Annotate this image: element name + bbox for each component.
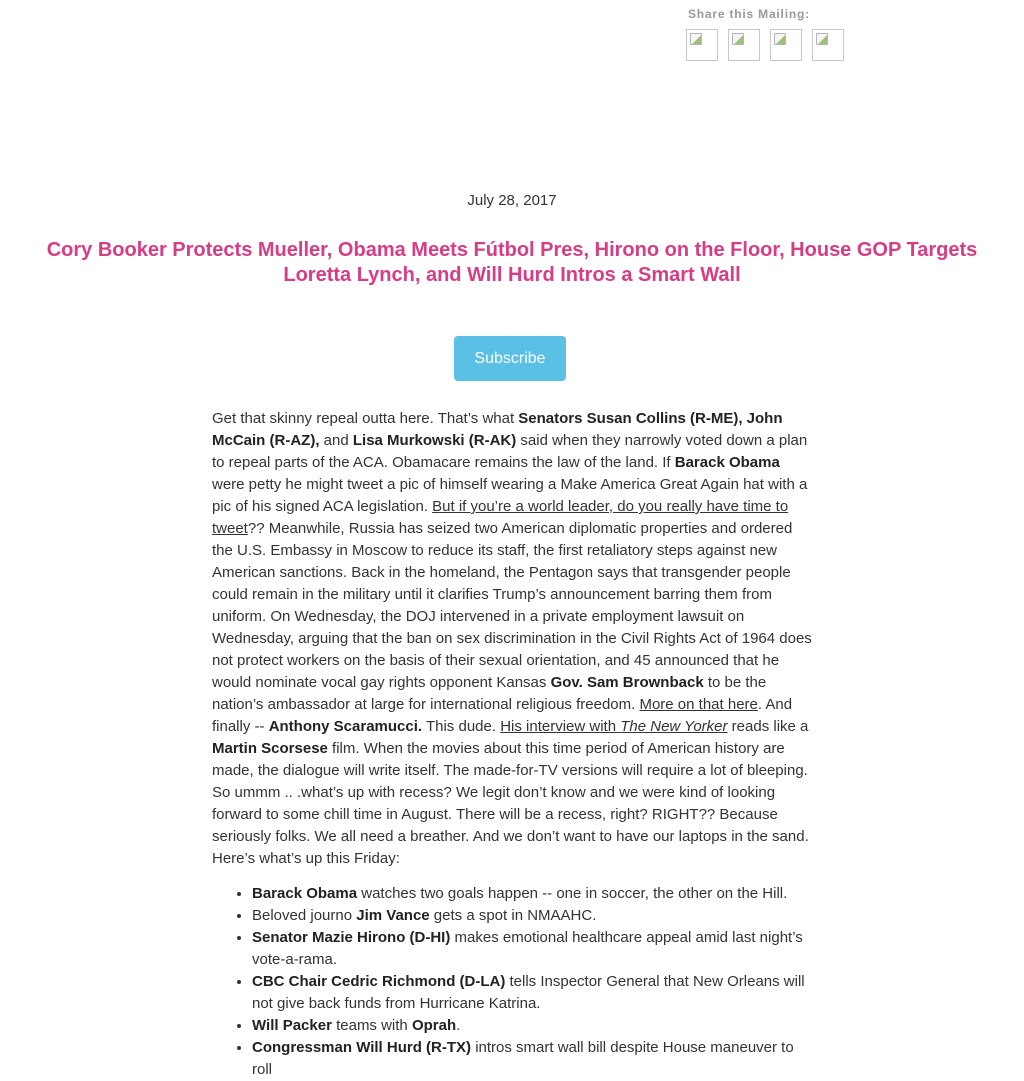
headline: Cory Booker Protects Mueller, Obama Meets Fútbol Pres, Hirono on the Floor, House GOP Targets Loretta Lynch, and Will Hurd Intros a Smart Wall <box>46 239 978 286</box>
list-item: • Senator Mazie Hirono (D-HI) makes emotional healthcare appeal amid last night’s vote-a-rama. <box>252 927 812 971</box>
issue-date: July 28, 2017 <box>467 192 557 209</box>
broken-image-icon <box>732 33 744 45</box>
broken-image-icon <box>774 33 786 45</box>
new-yorker-interview-link[interactable]: His interview with The New Yorker <box>500 718 728 735</box>
list-item: • Beloved journo Jim Vance gets a spot in NMAAHC. <box>252 905 812 927</box>
headline-list <box>212 883 812 1081</box>
subscribe-button[interactable]: Subscribe <box>454 336 566 381</box>
intro-paragraph: Get that skinny repeal outta here. That’s what Senators Susan Collins (R-ME), John McCain (R-AZ), and Lisa Murkowski (R-AK) said when they narrowly voted down a plan to repeal parts of the ACA. Obamacare remains the law of the land. If Barack Obama were petty he might tweet a pic of himself wearing a Make America Great Again hat with a pic of his signed ACA legislation. But if you’re a world leader, do you really have time to tweet?? Meanwhile, Russia has seized two American diplomatic properties and ordered the U.S. Embassy in Moscow to reduce its staff, the first retaliatory steps against new American sanctions. Back in the homeland, the Pentagon says that transgender people could remain in the military until it clarifies Trump’s announcement barring them from uniform. On Wednesday, the DOJ intervened in a private employment lawsuit on Wednesday, arguing that the ban on sex discrimination in the Civil Rights Act of 1964 does not protect workers on the basis of their sexual orientation, and 45 announced that he would nominate vocal gay rights opponent Kansas Gov. Sam Brownback to be the nation’s ambassador at large for international religious freedom. More on that here. And finally -- Anthony Scaramucci. This dude. His interview with The New Yorker reads like a Martin Scorsese film. When the movies about this time period of American history are made, the dialogue will write itself. The made-for-TV versions will require a lot of bleeping. So ummm .. .what’s up with recess? We legit don’t know and we were kind of looking forward to some chill time in August. There will be a recess, right? RIGHT?? Because seriously folks. We all need a breather. And we don’t want to have our laptops in the sand. Here’s what’s up this Friday: <box>212 410 812 867</box>
linkedin-share-icon[interactable] <box>770 29 802 61</box>
list-item: • Barack Obama watches two goals happen -- one in soccer, the other on the Hill. <box>252 883 812 905</box>
world-leader-tweet-link[interactable]: But if you’re a world leader, do you really have time to tweet <box>212 498 789 537</box>
share-section <box>688 7 844 61</box>
more-on-that-link[interactable]: More on that here <box>639 696 758 713</box>
share-icons <box>686 29 844 61</box>
twitter-share-icon[interactable] <box>728 29 760 61</box>
share-label: Share this Mailing: <box>688 7 810 21</box>
list-item: • Will Packer teams with Oprah. <box>252 1015 812 1037</box>
broken-image-icon <box>690 33 702 45</box>
list-item: • CBC Chair Cedric Richmond (D-LA) tells Inspector General that New Orleans will not give back funds from Hurricane Katrina. <box>252 971 812 1015</box>
list-item: • Congressman Will Hurd (R-TX) intros smart wall bill despite House maneuver to roll <box>252 1037 812 1081</box>
email-share-icon[interactable] <box>812 29 844 61</box>
broken-image-icon <box>816 33 828 45</box>
facebook-share-icon[interactable] <box>686 29 718 61</box>
newsletter-body <box>212 408 812 1081</box>
